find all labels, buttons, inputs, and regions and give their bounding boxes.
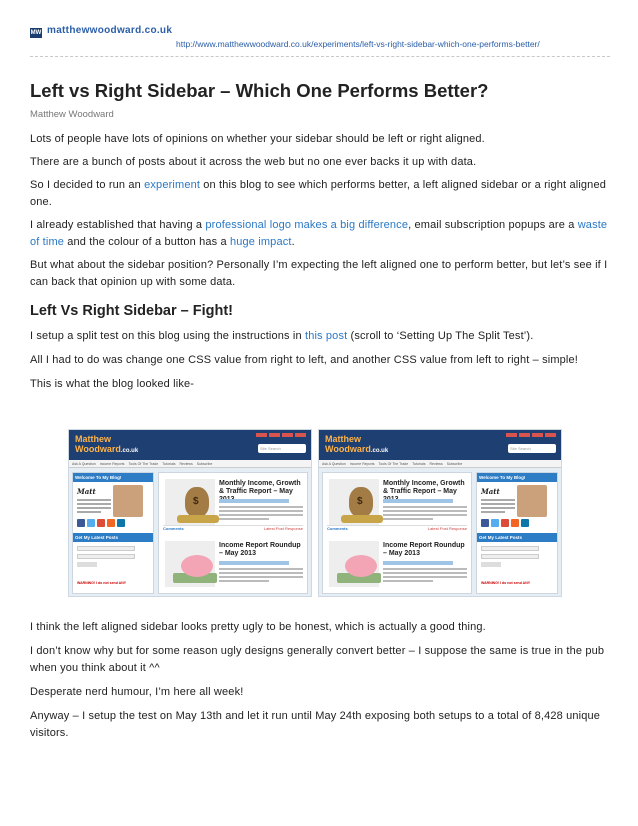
shot-navbar <box>69 460 311 468</box>
shot-piggy-bank-image <box>165 541 215 587</box>
shot-brand-suffix: .co.uk <box>120 448 139 454</box>
paragraph-4 <box>30 217 610 251</box>
article-continued <box>30 619 610 742</box>
shot-post-1-footer <box>163 525 303 531</box>
article-author: Matthew Woodward <box>30 109 114 120</box>
paragraph-10: I don’t know why but for some reason ugly designs generally convert better – I suppose the same is true in the pub when you think about it ^^ <box>30 645 605 674</box>
paragraph-6-text-b: (scroll to ‘Setting Up The Split Test’). <box>347 330 534 342</box>
shot-brand-line2: Woodward <box>75 444 121 454</box>
shot-sidebar-text <box>77 499 111 515</box>
paragraph-8: This is what the blog looked like- <box>30 378 195 390</box>
shot-nav-item: Reviews <box>179 462 193 466</box>
shot-search-box: Site Search <box>258 444 306 453</box>
shot-comments-label: Comments <box>163 526 184 531</box>
shot-post-2 <box>323 535 471 593</box>
article <box>30 79 610 393</box>
this-post-link[interactable]: this post <box>304 330 348 342</box>
huge-impact-link[interactable]: huge impact <box>230 236 292 248</box>
shot-nav-item: Tools Of The Trade <box>378 462 409 466</box>
paragraph-9: I think the left aligned sidebar looks pretty ugly to be honest, which is actually a good thing. <box>30 621 486 633</box>
screenshot-left-sidebar <box>68 429 312 597</box>
paragraph-4-text-c: and the colour of a button has a <box>64 236 230 248</box>
shot-money-bag-image <box>329 479 379 525</box>
paragraph-4-text-a: I already established that having a <box>30 219 206 231</box>
section-heading: Left Vs Right Sidebar – Fight! <box>30 303 234 319</box>
shot-signature: Matt <box>481 487 500 496</box>
shot-header <box>69 430 311 460</box>
screenshot-right-sidebar <box>318 429 562 597</box>
shot-nav-item: Tutorials <box>162 462 176 466</box>
shot-post-1 <box>159 473 307 531</box>
paragraph-4-text-b: , email subscription popups are a <box>408 219 578 231</box>
shot-nav-item: Subscribe <box>446 462 463 466</box>
shot-header <box>319 430 561 460</box>
shot-nav-item: Reviews <box>429 462 443 466</box>
shot-sidebar-text <box>481 499 515 515</box>
shot-sidebar-heading-2: Get My Latest Posts <box>477 533 557 542</box>
site-logo-icon: MW <box>30 30 42 36</box>
paragraph-12: Anyway – I setup the test on May 13th and let it run until May 24th exposing both setups to a total of 8,428 unique visitors. <box>30 710 601 739</box>
paragraph-2: There are a bunch of posts about it across the web but no one ever backs it up with data. <box>30 156 477 168</box>
shot-sidebar-heading: Welcome To My Blog! <box>73 473 153 482</box>
shot-avatar <box>517 485 547 517</box>
site-name[interactable]: matthewwoodward.co.uk <box>47 25 173 36</box>
paragraph-3-text-b: on this blog to see which performs better, a left aligned sidebar or a right aligned one. <box>30 179 606 208</box>
experiment-link[interactable]: experiment <box>144 179 201 191</box>
paragraph-7: All I had to do was change one CSS value from right to left, and another CSS value from left to right – simple! <box>30 354 578 366</box>
paragraph-5: But what about the sidebar position? Personally I’m expecting the left aligned one to perform better, but let’s see if I can back that opinion up with some data. <box>30 259 608 288</box>
shot-brand <box>325 434 388 456</box>
shot-nav-item: Tools Of The Trade <box>128 462 159 466</box>
shot-warning: WARNING! I do not send ANY <box>481 581 531 585</box>
shot-post-1-footer <box>327 525 467 531</box>
paragraph-3-text-a: So I decided to run an <box>30 179 145 191</box>
shot-post-1-title: Monthly Income, Growth & Traffic Report – May <box>383 480 465 495</box>
header-divider <box>30 56 610 57</box>
shot-avatar <box>113 485 143 517</box>
paragraph-1: Lots of people have lots of opinions on whether your sidebar should be left or right aligned. <box>30 133 485 145</box>
shot-subscribe-form <box>77 546 135 567</box>
shot-post-2-title: Income Report Roundup – May 2013 <box>219 542 301 557</box>
shot-social-buttons <box>256 433 306 437</box>
shot-main-content <box>322 472 472 594</box>
page-url-link[interactable]: http://www.matthewwoodward.co.uk/experiments/left-vs-right-sidebar-which-one-performs-better/ <box>176 39 540 49</box>
shot-latest-label: Latest Post Response <box>427 526 467 531</box>
paragraph-4-text-d: . <box>291 236 295 248</box>
shot-brand-line2: Woodward <box>325 444 371 454</box>
shot-social-icons <box>77 519 125 527</box>
shot-brand-line1: Matthew <box>75 434 111 444</box>
professional-logo-link[interactable]: professional logo makes a big difference <box>205 219 409 231</box>
shot-social-buttons <box>506 433 556 437</box>
shot-sidebar-heading: Welcome To My Blog! <box>477 473 557 482</box>
shot-piggy-bank-image <box>329 541 379 587</box>
shot-brand <box>75 434 138 456</box>
page-header <box>30 25 610 65</box>
shot-sidebar <box>476 472 558 594</box>
shot-main-content <box>158 472 308 594</box>
shot-brand-line1: Matthew <box>325 434 361 444</box>
shot-search-box: Site Search <box>508 444 556 453</box>
paragraph-11: Desperate nerd humour, I’m here all week! <box>30 686 244 698</box>
shot-warning: WARNING! I do not send ANY <box>77 581 127 585</box>
shot-social-icons <box>481 519 529 527</box>
sidebar-comparison-screenshots <box>68 429 608 597</box>
shot-sidebar-heading-2: Get My Latest Posts <box>73 533 153 542</box>
shot-signature: Matt <box>77 487 96 496</box>
shot-nav-item: Subscribe <box>196 462 213 466</box>
article-title: Left vs Right Sidebar – Which One Performs Better? <box>30 80 489 101</box>
shot-post-1-title: Monthly Income, Growth & Traffic Report – May <box>219 480 301 495</box>
shot-nav-item: Ask A Question <box>322 462 346 466</box>
shot-comments-label: Comments <box>327 526 348 531</box>
shot-sidebar <box>72 472 154 594</box>
shot-brand-suffix: .co.uk <box>370 448 389 454</box>
shot-latest-label: Latest Post Response <box>263 526 303 531</box>
shot-nav-item: Income Reports <box>349 462 375 466</box>
paragraph-3 <box>30 177 610 211</box>
shot-nav-item: Income Reports <box>99 462 125 466</box>
shot-nav-item: Ask A Question <box>72 462 96 466</box>
shot-post-1 <box>323 473 471 531</box>
shot-post-2 <box>159 535 307 593</box>
paragraph-6 <box>30 328 610 345</box>
shot-nav-item: Tutorials <box>412 462 426 466</box>
paragraph-6-text-a: I setup a split test on this blog using the instructions in <box>30 330 305 342</box>
shot-navbar <box>319 460 561 468</box>
shot-post-2-title: Income Report Roundup – May 2013 <box>383 542 465 557</box>
shot-subscribe-form <box>481 546 539 567</box>
shot-money-bag-image <box>165 479 215 525</box>
waste-of-time-link[interactable]: waste of time <box>30 219 608 248</box>
